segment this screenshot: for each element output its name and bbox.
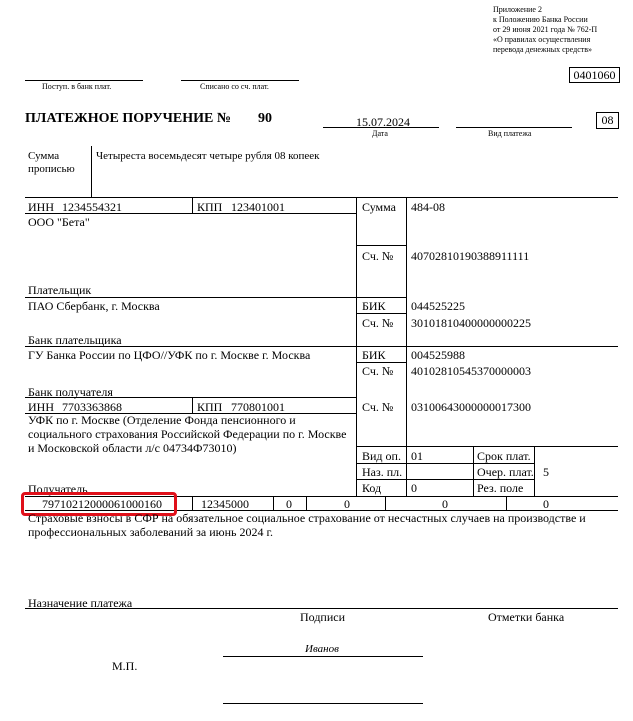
amount-value: 484-08 xyxy=(411,200,445,214)
payee-inn-label: ИНН xyxy=(28,400,54,414)
budget-divider-4 xyxy=(385,496,386,510)
budget-divider-5 xyxy=(506,496,507,510)
payer-bik: 044525225 xyxy=(411,299,465,313)
amount-bottom xyxy=(356,245,406,246)
document-number: 90 xyxy=(258,111,272,126)
payer-account-label: Сч. № xyxy=(362,249,394,263)
field-108: 0 xyxy=(442,497,448,511)
form-code: 0401060 xyxy=(569,67,620,83)
payee-name: УФК по г. Москве (Отделение Фонда пенсионного и социального страхования Российской Федерации по г. Москве и Московской области л/с 04734Ф73010) xyxy=(28,413,347,455)
amount-label: Сумма xyxy=(362,200,396,214)
payer-inn-divider xyxy=(192,197,193,213)
amount-words: Четыреста восемьдесят четыре рубля 08 копеек xyxy=(96,150,320,162)
payer-kpp-label: КПП xyxy=(197,200,223,214)
payer-block-bottom xyxy=(25,297,356,298)
amount-words-divider xyxy=(91,146,92,197)
payee-bank-account: 40102810545370000003 xyxy=(411,364,531,378)
payer-bank-account: 30101810400000000225 xyxy=(411,316,531,330)
payer-kpp: 123401001 xyxy=(231,200,285,214)
purpose-code-label: Наз. пл. xyxy=(362,465,403,479)
signatures-label: Подписи xyxy=(300,610,346,624)
signature-line-2 xyxy=(223,703,423,704)
payer-inn: 1234554321 xyxy=(62,200,122,214)
payee-inn-divider xyxy=(192,397,193,413)
received-label: Поступ. в банк плат. xyxy=(42,82,112,91)
row-line-197 xyxy=(25,197,618,198)
field-107: 0 xyxy=(344,497,350,511)
status-code: 08 xyxy=(596,112,619,129)
payee-label: Получатель xyxy=(28,482,88,496)
payee-bank-label: Банк получателя xyxy=(28,385,113,399)
row-line-446 xyxy=(356,446,618,447)
debited-line xyxy=(181,80,299,81)
right-divider-1 xyxy=(473,446,474,496)
payer-bank-label: Банк плательщика xyxy=(28,333,122,347)
appendix-line-1: Приложение 2 xyxy=(493,5,542,14)
payer-bank-account-label: Сч. № xyxy=(362,316,394,330)
field-109: 0 xyxy=(543,497,549,511)
kbk-value: 79710212000061000160 xyxy=(42,497,162,511)
payee-bik-bottom xyxy=(356,362,406,363)
payee-bank-bottom xyxy=(25,397,356,398)
payer-inn-bottom xyxy=(25,213,356,214)
appendix-line-2: к Положению Банка России xyxy=(493,15,588,24)
debited-label: Списано со сч. плат. xyxy=(200,82,269,91)
payment-purpose: Страховые взносы в СФР на обязательное социальное страхование от несчастных случаев на производстве и профессиональных заболеваний за июнь 2024 г. xyxy=(28,511,586,539)
payee-bik: 004525988 xyxy=(411,348,465,362)
op-type: 01 xyxy=(411,449,423,463)
payee-inn: 7703363868 xyxy=(62,400,122,414)
payer-account: 40702810190388911111 xyxy=(411,249,530,263)
payer-account-bottom xyxy=(356,297,406,298)
signature-line-1 xyxy=(223,656,423,657)
payee-account: 03100643000000017300 xyxy=(411,400,531,414)
payer-bik-bottom xyxy=(356,313,406,314)
payment-type-label: Вид платежа xyxy=(488,129,532,138)
bank-marks-label: Отметки банка xyxy=(488,610,565,624)
payer-inn-label: ИНН xyxy=(28,200,54,214)
purpose-bottom xyxy=(25,608,618,609)
date-line xyxy=(323,127,439,128)
op-type-label: Вид оп. xyxy=(362,449,401,463)
budget-divider-1 xyxy=(192,496,193,510)
payer-name: ООО "Бета" xyxy=(28,215,90,229)
purpose-label: Назначение платежа xyxy=(28,596,133,610)
signature-name: Иванов xyxy=(305,643,339,655)
payee-bank-name: ГУ Банка России по ЦФО//УФК по г. Москве г. Москва xyxy=(28,348,311,362)
budget-divider-3 xyxy=(306,496,307,510)
appendix-line-3: от 29 июня 2021 года № 762-П xyxy=(493,25,598,34)
code-label: Код xyxy=(362,481,382,495)
row-line-346 xyxy=(25,346,618,347)
payee-kpp-label: КПП xyxy=(197,400,223,414)
payee-kpp: 770801001 xyxy=(231,400,285,414)
payment-type-line xyxy=(456,127,572,128)
payee-account-label: Сч. № xyxy=(362,400,394,414)
budget-divider-2 xyxy=(273,496,274,510)
oktmo-value: 12345000 xyxy=(201,497,249,511)
payee-bik-label: БИК xyxy=(362,348,386,362)
right-divider-2 xyxy=(534,446,535,496)
stamp-label: М.П. xyxy=(112,659,138,673)
field-106: 0 xyxy=(286,497,292,511)
reserve-label: Рез. поле xyxy=(477,481,524,495)
deadline-label: Срок плат. xyxy=(477,449,531,463)
queue-value: 5 xyxy=(543,465,549,479)
appendix-line-5: перевода денежных средств» xyxy=(493,45,593,54)
document-title: ПЛАТЕЖНОЕ ПОРУЧЕНИЕ № xyxy=(25,111,231,126)
payer-bik-label: БИК xyxy=(362,299,386,313)
code-value: 0 xyxy=(411,481,417,495)
payer-label: Плательщик xyxy=(28,283,92,297)
received-line xyxy=(25,80,143,81)
amount-words-label: Сумма прописью xyxy=(28,150,75,175)
appendix-line-4: «О правилах осуществления xyxy=(493,35,591,44)
payer-bank-name: ПАО Сбербанк, г. Москва xyxy=(28,299,160,313)
payee-bank-account-label: Сч. № xyxy=(362,364,394,378)
date-label: Дата xyxy=(372,129,388,138)
queue-label: Очер. плат. xyxy=(477,465,534,479)
document-date: 15.07.2024 xyxy=(356,115,410,129)
